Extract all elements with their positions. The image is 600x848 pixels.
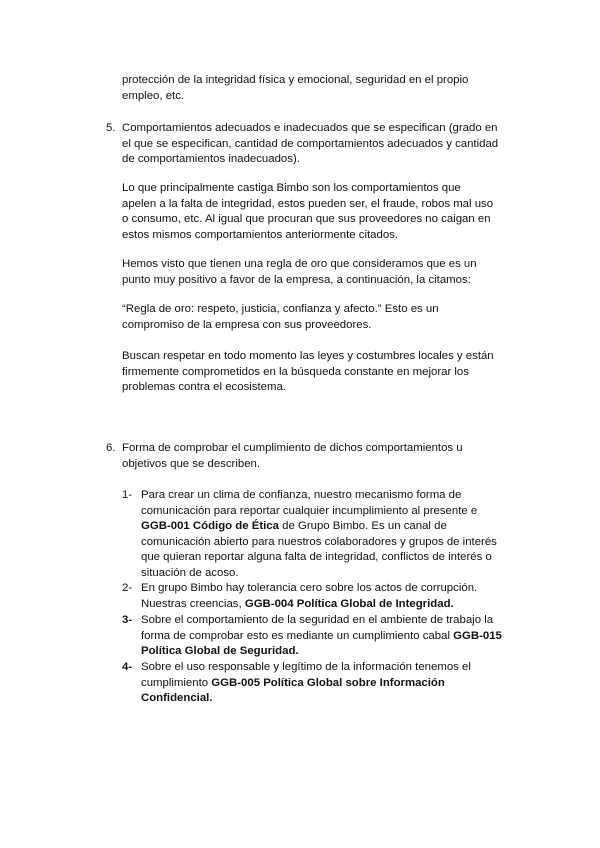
list-item-2: En grupo Bimbo hay tolerancia cero sobre los actos de corrupción. Nuestras creencias, GGB-004 Política Global de Integridad. — [141, 582, 478, 610]
list-item-3: Sobre el comportamiento de la seguridad en el ambiente de trabajo la forma de comprobar esto es mediante un cumplimiento cabal GGB-015 Política Global de Seguridad. — [141, 614, 502, 658]
security-policy-reference: GGB-015 Política Global de Seguridad. — [141, 629, 502, 658]
information-policy-reference: GGB-005 Política Global sobre Información Confidencial. — [141, 676, 445, 705]
section-6-heading: Forma de comprobar el cumplimiento de dichos comportamientos u objetivos que se describen. — [122, 442, 463, 470]
integrity-policy-reference: GGB-004 Política Global de Integridad. — [244, 597, 454, 610]
section-5-paragraph-2: Hemos visto que tienen una regla de oro que consideramos que es un punto muy positivo a favor de la empresa, a continuación, la citamos: — [122, 258, 477, 286]
intro-paragraph: protección de la integridad física y emocional, seguridad en el propio empleo, etc. — [122, 74, 469, 102]
golden-rule-commitment: Esto es un compromiso de la empresa con sus proveedores. — [122, 303, 439, 331]
section-6-number: 6. — [106, 442, 116, 454]
section-5-paragraph-3 — [122, 302, 502, 333]
list-item-2-label: 2- — [122, 582, 133, 594]
list-item-1-label: 1- — [122, 489, 133, 501]
golden-rule-quote: “Regla de oro: respeto, justicia, confianza y afecto.” — [122, 303, 382, 315]
list-item-3-label: 3- — [122, 614, 133, 626]
list-item-4-label: 4- — [122, 661, 133, 673]
section-5-paragraph-4: Buscan respetar en todo momento las leyes y costumbres locales y están firmemente comprometidos en la búsqueda constante en mejorar los problemas contra el ecosistema. — [122, 350, 494, 394]
list-item-1: Para crear un clima de confianza, nuestro mecanismo forma de comunicación para reportar cualquier incumplimiento al presente e GGB-001 Código de Ética de Grupo Bimbo. Es un canal de comunicación abierto para nuestros colaboradores y grupos de interés que quieran reportar alguna falta de integridad, conflictos de interés o situación de acoso. — [141, 489, 497, 579]
list-item-4: Sobre el uso responsable y legítimo de la información tenemos el cumplimiento GGB-005 Política Global sobre Información Confidencial. — [141, 661, 471, 705]
section-5-heading: Comportamientos adecuados e inadecuados que se especifican (grado en el que se especifican, cantidad de comportamientos adecuados y cantidad de comportamientos inadecuados). — [122, 122, 499, 166]
code-of-ethics-reference: GGB-001 Código de Ética — [141, 520, 279, 533]
section-5-number: 5. — [106, 122, 116, 134]
section-5-paragraph-1: Lo que principalmente castiga Bimbo son los comportamientos que apelen a la falta de integridad, estos pueden ser, el fraude, robos mal uso o consumo, etc. Al igual que procuran que sus proveedores no caigan en estos mismos comportamientos anteriormente citados. — [122, 182, 494, 241]
